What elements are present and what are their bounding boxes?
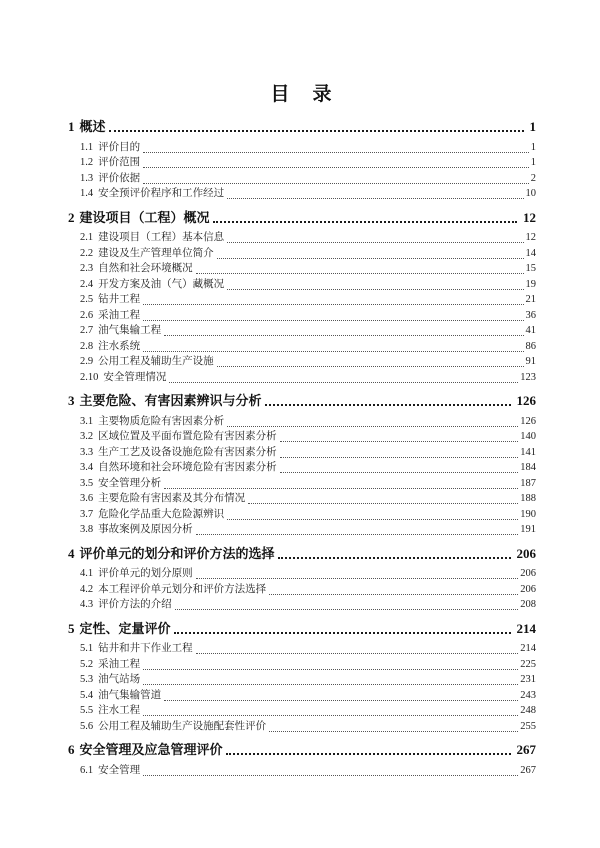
entry-page-number: 10 xyxy=(525,188,536,199)
entry-number: 2.3 xyxy=(80,263,94,274)
dot-leader xyxy=(143,183,529,184)
entry-title: 安全管理及应急管理评价 xyxy=(79,742,223,757)
dot-leader xyxy=(143,152,529,153)
entry-page-number: 214 xyxy=(516,620,536,636)
entry-number: 4.2 xyxy=(80,583,94,595)
entry-number: 1.2 xyxy=(80,157,94,168)
toc-entry-row xyxy=(68,763,536,779)
dot-leader xyxy=(280,441,519,442)
entry-number: 3.3 xyxy=(80,446,94,458)
entry-page-number: 225 xyxy=(520,658,536,670)
entry-title: 定性、定量评价 xyxy=(79,620,171,636)
entry-number: 1 xyxy=(68,119,75,134)
toc-entry-row xyxy=(68,323,536,339)
entry-number: 2.1 xyxy=(80,232,94,243)
toc-chapter-row xyxy=(68,742,536,758)
toc-entry-row xyxy=(68,703,536,719)
entry-title: 建设项目（工程）概况 xyxy=(79,209,210,225)
entry-number: 6.1 xyxy=(80,764,94,776)
dot-leader xyxy=(265,404,511,406)
entry-title: 开发方案及油（气）藏概况 xyxy=(98,278,225,290)
entry-page-number: 86 xyxy=(525,340,536,352)
entry-page-number: 21 xyxy=(525,294,536,305)
toc-entry-row xyxy=(68,429,536,445)
entry-page-number: 206 xyxy=(516,545,536,561)
entry-title: 油气集输工程 xyxy=(98,325,162,336)
toc-entry-row xyxy=(68,641,536,657)
entry-number: 6 xyxy=(68,742,75,757)
entry-number: 5.1 xyxy=(80,643,94,654)
entry-page-number: 1 xyxy=(530,141,536,153)
entry-number: 5.6 xyxy=(80,720,94,732)
toc-entry-row xyxy=(68,261,536,277)
toc-chapter-row xyxy=(68,546,536,562)
entry-title: 安全管理 xyxy=(98,764,141,776)
toc-entry-row xyxy=(68,155,536,171)
entry-page-number: 15 xyxy=(525,263,536,274)
dot-leader xyxy=(164,335,523,336)
toc-entry-row xyxy=(68,246,536,262)
entry-title: 主要危险、有害因素辨识与分析 xyxy=(79,393,262,408)
entry-title: 安全管理分析 xyxy=(98,477,162,489)
toc-entry-row xyxy=(68,445,536,461)
entry-page-number: 140 xyxy=(520,431,536,442)
dot-leader xyxy=(169,382,518,383)
entry-number: 4.3 xyxy=(80,599,94,610)
entry-page-number: 208 xyxy=(520,599,536,610)
entry-page-number: 14 xyxy=(525,247,536,259)
entry-title: 自然环境和社会环境危险有害因素分析 xyxy=(98,462,277,473)
toc-list xyxy=(68,119,536,778)
toc-entry-row xyxy=(68,339,536,355)
entry-number: 2.7 xyxy=(80,325,94,336)
entry-title: 自然和社会环境概况 xyxy=(98,263,193,274)
entry-number: 2 xyxy=(68,209,75,225)
entry-number: 3.4 xyxy=(80,462,94,473)
toc-entry-row xyxy=(68,507,536,523)
dot-leader xyxy=(280,457,519,458)
entry-number: 1.1 xyxy=(80,141,94,153)
entry-number: 1.4 xyxy=(80,188,94,199)
entry-number: 4.1 xyxy=(80,568,94,579)
entry-title: 主要物质危险有害因素分析 xyxy=(98,415,225,427)
dot-leader xyxy=(196,578,519,579)
dot-leader xyxy=(227,289,523,290)
dot-leader xyxy=(248,503,518,504)
dot-leader xyxy=(143,167,529,168)
document-page xyxy=(0,84,600,848)
entry-title: 区域位置及平面布置危险有害因素分析 xyxy=(98,431,277,442)
entry-number: 5.2 xyxy=(80,658,94,670)
dot-leader xyxy=(143,320,523,321)
entry-number: 5 xyxy=(68,620,75,636)
entry-number: 3 xyxy=(68,393,75,408)
entry-page-number: 267 xyxy=(520,764,536,776)
entry-title: 生产工艺及设备设施危险有害因素分析 xyxy=(98,446,277,458)
toc-entry-row xyxy=(68,277,536,293)
entry-title: 事故案例及原因分析 xyxy=(98,524,193,535)
entry-number: 2.6 xyxy=(80,309,94,321)
entry-title: 钻井和井下作业工程 xyxy=(98,643,193,654)
toc-entry-row xyxy=(68,522,536,538)
toc-chapter-row xyxy=(68,393,536,409)
page-title: 目 录 xyxy=(270,84,334,105)
toc-entry-row xyxy=(68,491,536,507)
toc-entry-row xyxy=(68,582,536,598)
dot-leader xyxy=(109,130,524,132)
dot-leader xyxy=(269,731,518,732)
entry-page-number: 12 xyxy=(525,232,536,243)
entry-page-number: 214 xyxy=(520,643,536,654)
dot-leader xyxy=(164,700,518,701)
entry-title: 油气站场 xyxy=(98,674,141,685)
toc-entry-row xyxy=(68,414,536,430)
entry-page-number: 255 xyxy=(520,720,536,732)
entry-page-number: 36 xyxy=(525,309,536,321)
toc-entry-row xyxy=(68,719,536,735)
entry-number: 2.10 xyxy=(80,371,99,383)
entry-title: 概述 xyxy=(79,119,106,134)
toc-entry-row xyxy=(68,354,536,370)
entry-page-number: 126 xyxy=(520,415,536,427)
entry-title: 主要危险有害因素及其分布情况 xyxy=(98,493,246,504)
entry-title: 建设及生产管理单位简介 xyxy=(98,247,214,259)
dot-leader xyxy=(227,242,523,243)
entry-title: 建设项目（工程）基本信息 xyxy=(98,232,225,243)
entry-page-number: 267 xyxy=(516,742,536,757)
toc-entry-row xyxy=(68,230,536,246)
toc-entry-row xyxy=(68,688,536,704)
dot-leader xyxy=(226,753,511,755)
entry-title: 评价范围 xyxy=(98,157,141,168)
toc-entry-row xyxy=(68,370,536,386)
entry-title: 注水工程 xyxy=(98,705,141,716)
entry-number: 2.9 xyxy=(80,356,94,367)
entry-title: 钻井工程 xyxy=(98,294,141,305)
entry-title: 安全管理情况 xyxy=(103,371,167,383)
entry-number: 3.6 xyxy=(80,493,94,504)
toc-entry-row xyxy=(68,308,536,324)
dot-leader xyxy=(280,472,519,473)
entry-number: 2.5 xyxy=(80,294,94,305)
dot-leader xyxy=(217,258,524,259)
toc-entry-row xyxy=(68,597,536,613)
dot-leader xyxy=(175,609,519,610)
entry-number: 3.5 xyxy=(80,477,94,489)
dot-leader xyxy=(227,426,518,427)
entry-page-number: 12 xyxy=(523,209,536,225)
dot-leader xyxy=(227,198,523,199)
entry-number: 2.8 xyxy=(80,340,94,352)
dot-leader xyxy=(143,669,518,670)
dot-leader xyxy=(143,775,518,776)
entry-page-number: 141 xyxy=(520,446,536,458)
entry-page-number: 126 xyxy=(516,393,536,408)
entry-page-number: 184 xyxy=(520,462,536,473)
dot-leader xyxy=(196,534,519,535)
dot-leader xyxy=(196,653,519,654)
toc-entry-row xyxy=(68,657,536,673)
dot-leader xyxy=(143,351,523,352)
entry-number: 3.7 xyxy=(80,508,94,520)
entry-title: 评价方法的介绍 xyxy=(98,599,172,610)
entry-number: 4 xyxy=(68,545,75,561)
entry-title: 油气集输管道 xyxy=(98,689,162,701)
dot-leader xyxy=(213,221,517,223)
entry-number: 5.5 xyxy=(80,705,94,716)
toc-entry-row xyxy=(68,566,536,582)
entry-page-number: 231 xyxy=(520,674,536,685)
entry-title: 危险化学品重大危险源辨识 xyxy=(98,508,225,520)
entry-page-number: 91 xyxy=(525,356,536,367)
dot-leader xyxy=(164,488,518,489)
entry-title: 本工程评价单元划分和评价方法选择 xyxy=(98,583,267,595)
toc-entry-row xyxy=(68,140,536,156)
entry-title: 安全预评价程序和工作经过 xyxy=(98,188,225,199)
toc-chapter-row xyxy=(68,621,536,637)
toc-chapter-row xyxy=(68,119,536,135)
entry-page-number: 243 xyxy=(520,689,536,701)
dot-leader xyxy=(196,273,524,274)
toc-entry-row xyxy=(68,186,536,202)
entry-title: 公用工程及辅助生产设施配套性评价 xyxy=(98,720,267,732)
dot-leader xyxy=(174,632,511,634)
toc-entry-row xyxy=(68,171,536,187)
toc-entry-row xyxy=(68,476,536,492)
entry-page-number: 187 xyxy=(520,477,536,489)
entry-number: 3.1 xyxy=(80,415,94,427)
entry-title: 评价单元的划分和评价方法的选择 xyxy=(79,545,275,561)
entry-page-number: 190 xyxy=(520,508,536,520)
dot-leader xyxy=(143,304,523,305)
entry-title: 采油工程 xyxy=(98,309,141,321)
entry-number: 3.8 xyxy=(80,524,94,535)
entry-page-number: 188 xyxy=(520,493,536,504)
dot-leader xyxy=(227,519,518,520)
entry-title: 注水系统 xyxy=(98,340,141,352)
entry-title: 公用工程及辅助生产设施 xyxy=(98,356,214,367)
entry-title: 评价依据 xyxy=(98,172,141,184)
entry-page-number: 248 xyxy=(520,705,536,716)
entry-page-number: 123 xyxy=(520,371,536,383)
dot-leader xyxy=(143,715,518,716)
entry-title: 评价单元的划分原则 xyxy=(98,568,193,579)
toc-entry-row xyxy=(68,672,536,688)
dot-leader xyxy=(278,557,511,559)
entry-page-number: 206 xyxy=(520,568,536,579)
toc-entry-row xyxy=(68,460,536,476)
entry-page-number: 206 xyxy=(520,583,536,595)
dot-leader xyxy=(143,684,518,685)
toc-entry-row xyxy=(68,292,536,308)
entry-number: 2.4 xyxy=(80,278,94,290)
entry-number: 2.2 xyxy=(80,247,94,259)
entry-page-number: 1 xyxy=(530,157,536,168)
toc-chapter-row xyxy=(68,210,536,226)
entry-number: 5.4 xyxy=(80,689,94,701)
entry-title: 评价目的 xyxy=(98,141,141,153)
entry-page-number: 191 xyxy=(520,524,536,535)
entry-title: 采油工程 xyxy=(98,658,141,670)
entry-page-number: 2 xyxy=(530,172,536,184)
entry-page-number: 1 xyxy=(529,119,536,134)
entry-page-number: 19 xyxy=(525,278,536,290)
entry-number: 3.2 xyxy=(80,431,94,442)
entry-page-number: 41 xyxy=(525,325,536,336)
entry-number: 1.3 xyxy=(80,172,94,184)
entry-number: 5.3 xyxy=(80,674,94,685)
dot-leader xyxy=(217,366,524,367)
dot-leader xyxy=(269,594,518,595)
